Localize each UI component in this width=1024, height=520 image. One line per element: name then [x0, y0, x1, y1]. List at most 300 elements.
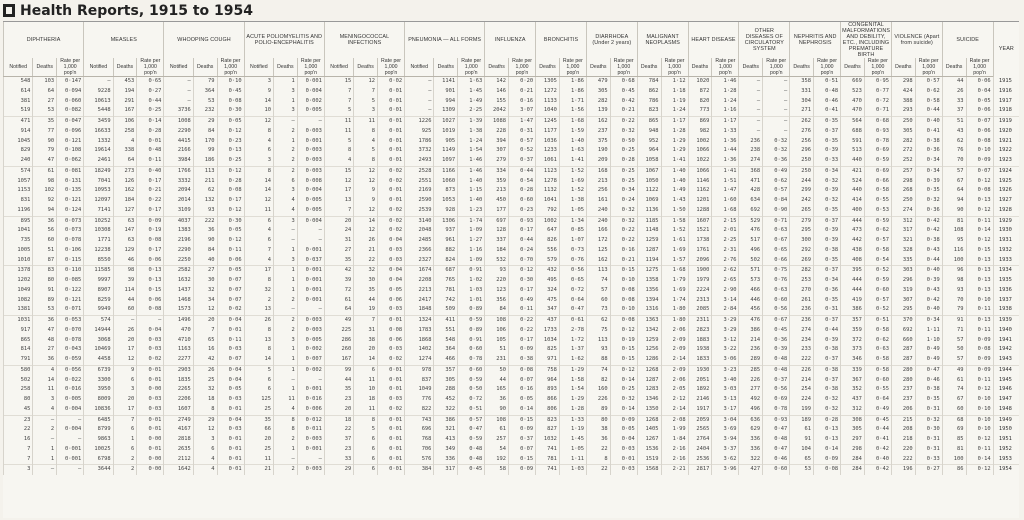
cell-mening-deaths: 11: [354, 376, 378, 386]
cell-viol-rate: 0·38: [915, 236, 942, 246]
cell-mening-deaths: 14: [354, 216, 378, 226]
cell-mening-deaths: 12: [354, 77, 378, 87]
cell-suic-deaths: 67: [942, 395, 966, 405]
cell-viol-deaths: 370: [891, 316, 915, 326]
cell-diarr-deaths: 74: [586, 276, 610, 286]
cell-whoop-rate: 0·17: [217, 196, 244, 206]
cell-suic-deaths: 98: [942, 276, 966, 286]
cell-pneum-rate: 0·91: [458, 266, 485, 276]
table-row: [4, 385, 1020, 395]
table-row: [4, 177, 1020, 187]
cell-pneum-notified: 768: [405, 435, 434, 445]
cell-whoop-rate: 0·01: [217, 465, 244, 475]
cell-heart-deaths: 1607: [688, 216, 712, 226]
cell-pneum-deaths: 937: [434, 226, 458, 236]
cell-viol-rate: 0·43: [915, 246, 942, 256]
cell-infl-deaths: 36: [485, 395, 509, 405]
cell-circ-rate: 0·32: [763, 146, 790, 156]
cell-neph-rate: 0·48: [813, 87, 840, 97]
cell-diarr-deaths: 88: [586, 355, 610, 365]
cell-mening-rate: 0·01: [377, 117, 404, 127]
cell-whoop-rate: 0·07: [217, 276, 244, 286]
cell-whoop-deaths: 3: [193, 435, 217, 445]
cell-mening-notified: 31: [324, 236, 353, 246]
sub-header-whoop-notified: Notified: [164, 58, 193, 77]
cell-mening-rate: 0·01: [377, 137, 404, 147]
cell-measles-notified: 10025: [84, 445, 113, 455]
cell-heart-deaths: 2817: [688, 465, 712, 475]
cell-infl-rate: 0·07: [508, 376, 535, 386]
cell-viol-deaths: 303: [891, 266, 915, 276]
cell-suic-deaths: 74: [942, 385, 966, 395]
cell-viol-rate: 0·27: [915, 465, 942, 475]
sub-header-diarr-rate: Rate per 1,000 pop'n: [610, 58, 637, 77]
cell-whoop-rate: 0·11: [217, 246, 244, 256]
cell-mening-rate: 0·02: [377, 405, 404, 415]
cell-heart-rate: 2·76: [712, 256, 739, 266]
cell-viol-rate: 0·42: [915, 226, 942, 236]
cell-neph-rate: 0·13: [813, 435, 840, 445]
cell-infl-deaths: 279: [485, 156, 509, 166]
cell-neph-rate: 0·37: [813, 127, 840, 137]
cell-malig-deaths: 1346: [637, 395, 661, 405]
cell-heart-rate: 2·31: [712, 246, 739, 256]
table-row: [4, 87, 1020, 97]
cell-whoop-deaths: 34: [193, 296, 217, 306]
cell-bronch-rate: 0·47: [559, 305, 586, 315]
cell-polio-rate: 0·005: [297, 206, 324, 216]
cell-infl-deaths: 54: [485, 445, 509, 455]
cell-mening-deaths: 22: [354, 256, 378, 266]
cell-suic-rate: 0·07: [966, 117, 993, 127]
cell-pneum-rate: 1·09: [458, 256, 485, 266]
cell-neph-deaths: 300: [790, 236, 814, 246]
cell-diph-notified: 16: [4, 435, 33, 445]
cell-mening-rate: 0·03: [377, 345, 404, 355]
cell-malig-rate: 1·29: [661, 146, 688, 156]
cell-congen-deaths: 444: [841, 216, 865, 226]
cell-whoop-notified: 2290: [164, 246, 193, 256]
cell-whoop-notified: 1632: [164, 276, 193, 286]
cell-heart-rate: 2·01: [712, 226, 739, 236]
cell-measles-rate: 0·15: [137, 286, 164, 296]
cell-heart-deaths: 1066: [688, 146, 712, 156]
cell-bronch-deaths: 826: [536, 236, 560, 246]
cell-congen-rate: 0·52: [864, 305, 891, 315]
cell-diph-notified: 1045: [4, 137, 33, 147]
cell-measles-deaths: 6: [113, 376, 137, 386]
cell-infl-deaths: 334: [485, 166, 509, 176]
table-row: [4, 166, 1020, 176]
cell-pneum-deaths: 742: [434, 296, 458, 306]
table-row: [4, 236, 1020, 246]
cell-bronch-deaths: 741: [536, 445, 560, 455]
cell-heart-deaths: 2224: [688, 286, 712, 296]
cell-viol-rate: 0·62: [915, 87, 942, 97]
cell-mening-deaths: 11: [354, 405, 378, 415]
cell-infl-rate: 0·93: [508, 216, 535, 226]
cell-congen-rate: 0·93: [864, 127, 891, 137]
cell-whoop-deaths: 53: [193, 97, 217, 107]
cell-congen-deaths: 359: [841, 326, 865, 336]
cell-whoop-rate: 0·06: [217, 256, 244, 266]
cell-bronch-rate: 2·78: [559, 326, 586, 336]
cell-circ-rate: 0·93: [763, 415, 790, 425]
cell-diarr-deaths: 125: [586, 246, 610, 256]
group-header-congen: CONGENITAL MALFORMATIONS AND DEBILITY, ETC., INCLUDING PREMATURE BIRTH: [842, 22, 891, 58]
cell-circ-deaths: 386: [739, 326, 763, 336]
cell-circ-rate: 0·39: [763, 345, 790, 355]
cell-malig-rate: 1·58: [661, 216, 688, 226]
cell-polio-deaths: —: [274, 305, 298, 315]
cell-pneum-notified: 1226: [405, 117, 434, 127]
cell-diph-rate: 0·062: [57, 156, 84, 166]
cell-suic-rate: 0·10: [966, 425, 993, 435]
cell-suic-rate: 0·05: [966, 97, 993, 107]
cell-bronch-rate: 0·61: [559, 316, 586, 326]
cell-circ-rate: 0·48: [763, 435, 790, 445]
cell-viol-rate: 0·40: [915, 266, 942, 276]
table-row: [4, 405, 1020, 415]
cell-circ-deaths: 238: [739, 146, 763, 156]
cell-malig-rate: 2·16: [661, 445, 688, 455]
cell-pneum-rate: 1·24: [458, 137, 485, 147]
cell-circ-deaths: 496: [739, 405, 763, 415]
cell-diarr-rate: 0·08: [610, 316, 637, 326]
cell-bronch-rate: 1·52: [559, 166, 586, 176]
cell-infl-deaths: 213: [485, 186, 509, 196]
cell-congen-deaths: 470: [841, 106, 865, 116]
cell-malig-rate: 2·21: [661, 465, 688, 475]
cell-pneum-rate: 1·38: [458, 127, 485, 137]
cell-malig-rate: 1·68: [661, 266, 688, 276]
cell-circ-rate: 0·49: [763, 166, 790, 176]
cell-year: 1954: [993, 465, 1019, 475]
cell-congen-rate: 0·95: [864, 77, 891, 87]
cell-congen-rate: 0·71: [864, 106, 891, 116]
cell-viol-rate: 0·47: [915, 365, 942, 375]
cell-polio-rate: 0·001: [297, 246, 324, 256]
cell-neph-rate: 0·35: [813, 206, 840, 216]
cell-pneum-notified: 837: [405, 376, 434, 386]
cell-year: 1952: [993, 445, 1019, 455]
table-row: [4, 196, 1020, 206]
cell-diph-deaths: 35: [33, 117, 57, 127]
cell-pneum-notified: 2048: [405, 226, 434, 236]
cell-heart-rate: 3·29: [712, 326, 739, 336]
cell-suic-rate: 0·11: [966, 216, 993, 226]
cell-malig-deaths: 1536: [637, 445, 661, 455]
cell-congen-rate: 0·60: [864, 376, 891, 386]
cell-circ-rate: 0·47: [763, 425, 790, 435]
cell-polio-rate: 0·003: [297, 166, 324, 176]
cell-bronch-deaths: 1123: [536, 166, 560, 176]
group-header-suic: SUICIDE: [942, 22, 993, 58]
cell-mening-deaths: 11: [354, 117, 378, 127]
cell-year: 1946: [993, 385, 1019, 395]
cell-measles-deaths: 114: [113, 286, 137, 296]
cell-diph-deaths: 47: [33, 326, 57, 336]
cell-diarr-rate: 0·32: [610, 395, 637, 405]
cell-congen-deaths: 444: [841, 286, 865, 296]
sub-header-polio-rate: Rate per 1,000 pop'n: [297, 58, 324, 77]
cell-whoop-deaths: 99: [193, 146, 217, 156]
cell-polio-deaths: —: [274, 226, 298, 236]
cell-diph-rate: 0·001: [57, 445, 84, 455]
cell-measles-rate: 0·17: [137, 177, 164, 187]
cell-pneum-notified: —: [405, 87, 434, 97]
cell-circ-rate: 0·48: [763, 355, 790, 365]
cell-bronch-deaths: 1041: [536, 196, 560, 206]
cell-neph-deaths: 226: [790, 365, 814, 375]
table-row: [4, 137, 1020, 147]
cell-measles-deaths: 147: [113, 226, 137, 236]
cell-viol-deaths: 328: [891, 246, 915, 256]
cell-measles-rate: 0·03: [137, 345, 164, 355]
cell-diarr-rate: 0·28: [610, 156, 637, 166]
cell-measles-notified: 9949: [84, 305, 113, 315]
cell-mening-notified: 42: [324, 266, 353, 276]
cell-polio-notified: 6: [244, 376, 273, 386]
cell-diph-rate: 0·110: [57, 266, 84, 276]
cell-heart-rate: 1·47: [712, 186, 739, 196]
table-row: [4, 97, 1020, 107]
cell-neph-deaths: 295: [790, 226, 814, 236]
cell-diph-deaths: 102: [33, 186, 57, 196]
cell-viol-deaths: 317: [891, 226, 915, 236]
cell-infl-rate: 1·47: [508, 117, 535, 127]
cell-pneum-rate: 0·60: [458, 345, 485, 355]
cell-congen-rate: 0·55: [864, 385, 891, 395]
cell-circ-deaths: 277: [739, 385, 763, 395]
cell-bronch-rate: 1·29: [559, 395, 586, 405]
cell-heart-rate: 1·44: [712, 146, 739, 156]
cell-polio-notified: 14: [244, 355, 273, 365]
cell-circ-rate: 0·65: [763, 246, 790, 256]
cell-circ-rate: 0·67: [763, 316, 790, 326]
cell-diarr-deaths: 62: [586, 316, 610, 326]
cell-mening-notified: 37: [324, 435, 353, 445]
cell-mening-rate: 0·01: [377, 97, 404, 107]
cell-malig-rate: 1·69: [661, 286, 688, 296]
cell-circ-deaths: 274: [739, 156, 763, 166]
cell-polio-deaths: —: [274, 455, 298, 465]
cell-polio-notified: 9: [244, 87, 273, 97]
cell-bronch-deaths: 1233: [536, 146, 560, 156]
cell-pneum-notified: 3140: [405, 216, 434, 226]
cell-pneum-rate: 0·47: [458, 425, 485, 435]
cell-mening-deaths: 5: [354, 146, 378, 156]
cell-diph-rate: 0·047: [57, 117, 84, 127]
sub-header-suic-rate: Rate per 1,000 pop'n: [966, 58, 993, 77]
cell-neph-deaths: 250: [790, 166, 814, 176]
cell-malig-rate: 1·80: [661, 316, 688, 326]
cell-polio-deaths: 1: [274, 385, 298, 395]
cell-mening-notified: 7: [324, 97, 353, 107]
cell-measles-notified: 12238: [84, 246, 113, 256]
cell-measles-notified: 19614: [84, 146, 113, 156]
cell-neph-rate: 0·32: [813, 196, 840, 206]
cell-diph-deaths: 36: [33, 355, 57, 365]
cell-whoop-deaths: 113: [193, 166, 217, 176]
cell-diph-rate: 0·108: [57, 146, 84, 156]
cell-infl-rate: 0·22: [508, 326, 535, 336]
cell-heart-deaths: 1938: [688, 345, 712, 355]
cell-whoop-deaths: 79: [193, 77, 217, 87]
cell-year: 1923: [993, 156, 1019, 166]
table-row: [4, 395, 1020, 405]
cell-mening-deaths: 12: [354, 206, 378, 216]
cell-infl-deaths: 184: [485, 246, 509, 256]
cell-diarr-rate: 0·15: [610, 266, 637, 276]
cell-diph-rate: 0·094: [57, 87, 84, 97]
cell-whoop-rate: 0·07: [217, 296, 244, 306]
cell-circ-rate: 0·63: [763, 286, 790, 296]
cell-infl-deaths: 228: [485, 127, 509, 137]
cell-whoop-rate: 0·12: [217, 127, 244, 137]
cell-viol-deaths: 237: [891, 385, 915, 395]
cell-polio-deaths: 1: [274, 266, 298, 276]
cell-diarr-deaths: 89: [586, 405, 610, 415]
cell-bronch-deaths: 475: [536, 296, 560, 306]
cell-year: 1934: [993, 266, 1019, 276]
cell-diph-deaths: 48: [33, 336, 57, 346]
health-statistics-table: [3, 22, 1019, 475]
cell-bronch-rate: 1·62: [559, 355, 586, 365]
cell-suic-rate: 0·12: [966, 177, 993, 187]
cell-measles-rate: 0·00: [137, 435, 164, 445]
cell-heart-rate: 1·36: [712, 137, 739, 147]
table-row: [4, 336, 1020, 346]
cell-whoop-notified: 2749: [164, 415, 193, 425]
cell-bronch-rate: 0·76: [559, 256, 586, 266]
cell-polio-notified: 6: [244, 385, 273, 395]
cell-mening-deaths: 32: [354, 266, 378, 276]
cell-circ-rate: 0·48: [763, 365, 790, 375]
cell-mening-rate: 0·01: [377, 87, 404, 97]
cell-suic-deaths: 93: [942, 286, 966, 296]
cell-infl-deaths: 108: [485, 415, 509, 425]
cell-infl-deaths: 356: [485, 296, 509, 306]
cell-neph-rate: 0·38: [813, 365, 840, 375]
cell-measles-deaths: 7: [113, 415, 137, 425]
cell-measles-deaths: 17: [113, 345, 137, 355]
cell-measles-deaths: 17: [113, 405, 137, 415]
cell-diph-deaths: 47: [33, 156, 57, 166]
cell-mening-deaths: 14: [354, 355, 378, 365]
cell-neph-rate: 0·35: [813, 117, 840, 127]
cell-polio-deaths: 11: [274, 395, 298, 405]
cell-polio-rate: 0·004: [297, 186, 324, 196]
cell-infl-deaths: 93: [485, 266, 509, 276]
cell-bronch-deaths: 781: [536, 455, 560, 465]
cell-viol-deaths: 206: [891, 405, 915, 415]
cell-viol-deaths: 282: [891, 137, 915, 147]
cell-suic-rate: 0·06: [966, 106, 993, 116]
group-header-viol: VIOLENCE (Apart from suicide): [891, 22, 942, 58]
cell-mening-rate: 0·01: [377, 196, 404, 206]
cell-diph-rate: 0·082: [57, 106, 84, 116]
cell-pneum-deaths: 413: [434, 435, 458, 445]
cell-diph-notified: 1378: [4, 266, 33, 276]
cell-suic-rate: 0·09: [966, 355, 993, 365]
cell-pneum-rate: 1·16: [458, 246, 485, 256]
cell-whoop-rate: 0·01: [217, 405, 244, 415]
cell-diph-rate: 0·085: [57, 276, 84, 286]
cell-mening-notified: 27: [324, 246, 353, 256]
cell-congen-rate: 0·52: [864, 266, 891, 276]
cell-diarr-deaths: 237: [586, 127, 610, 137]
cell-whoop-deaths: 25: [193, 376, 217, 386]
cell-circ-deaths: 692: [739, 206, 763, 216]
cell-heart-deaths: 2146: [688, 395, 712, 405]
cell-whoop-notified: 3736: [164, 106, 193, 116]
cell-circ-deaths: 336: [739, 435, 763, 445]
cell-congen-deaths: 284: [841, 465, 865, 475]
cell-measles-rate: 0·08: [137, 236, 164, 246]
cell-viol-deaths: 312: [891, 216, 915, 226]
cell-polio-rate: 0·012: [297, 415, 324, 425]
cell-heart-rate: 1·17: [712, 117, 739, 127]
cell-pneum-notified: 2528: [405, 166, 434, 176]
cell-infl-rate: 0·44: [508, 166, 535, 176]
cell-diarr-rate: 0·32: [610, 216, 637, 226]
cell-suic-deaths: 64: [942, 186, 966, 196]
cell-whoop-notified: 2818: [164, 435, 193, 445]
cell-circ-rate: 0·56: [763, 305, 790, 315]
cell-infl-rate: 0·17: [508, 226, 535, 236]
cell-mening-deaths: 35: [354, 286, 378, 296]
cell-circ-deaths: 502: [739, 256, 763, 266]
cell-infl-rate: 0·07: [508, 445, 535, 455]
cell-diarr-rate: 0·50: [610, 137, 637, 147]
cell-bronch-deaths: 1032: [536, 435, 560, 445]
cell-mening-rate: 0·05: [377, 286, 404, 296]
cell-malig-rate: 1·49: [661, 186, 688, 196]
cell-suic-deaths: 79: [942, 305, 966, 315]
cell-infl-rate: 0·15: [508, 455, 535, 465]
cell-polio-deaths: 2: [274, 146, 298, 156]
cell-whoop-deaths: 211: [193, 177, 217, 187]
cell-measles-deaths: 258: [113, 127, 137, 137]
cell-diarr-deaths: 375: [586, 137, 610, 147]
cell-circ-rate: 0·47: [763, 445, 790, 455]
cell-pneum-deaths: 548: [434, 336, 458, 346]
cell-pneum-deaths: 1309: [434, 106, 458, 116]
cell-diph-rate: 0·121: [57, 196, 84, 206]
cell-bronch-rate: 1·86: [559, 87, 586, 97]
cell-diph-rate: 0·115: [57, 256, 84, 266]
cell-diph-deaths: 61: [33, 166, 57, 176]
cell-circ-deaths: 456: [739, 305, 763, 315]
cell-viol-deaths: 287: [891, 355, 915, 365]
cell-polio-rate: 0·003: [297, 146, 324, 156]
cell-neph-rate: 0·35: [813, 296, 840, 306]
cell-diph-notified: 614: [4, 87, 33, 97]
cell-diph-notified: 580: [4, 365, 33, 375]
cell-diarr-deaths: 162: [586, 256, 610, 266]
cell-mening-notified: 11: [324, 127, 353, 137]
cell-whoop-notified: 2094: [164, 186, 193, 196]
cell-pneum-rate: 0·48: [458, 455, 485, 465]
cell-neph-rate: 0·39: [813, 236, 840, 246]
cell-measles-deaths: 12: [113, 355, 137, 365]
cell-congen-rate: 0·64: [864, 395, 891, 405]
table-row: [4, 365, 1020, 375]
cell-whoop-rate: 0·01: [217, 455, 244, 465]
cell-viol-rate: 0·36: [915, 146, 942, 156]
cell-heart-deaths: 982: [688, 127, 712, 137]
